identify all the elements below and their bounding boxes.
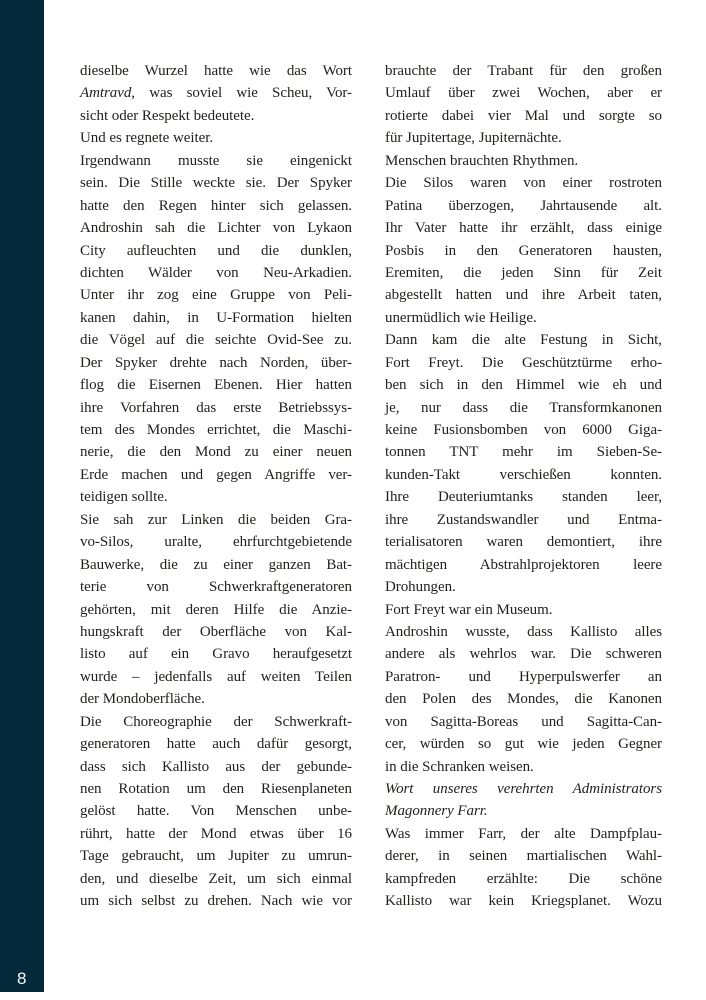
text-line: von Sagitta-Boreas und Sagitta-Can-	[385, 713, 662, 730]
text-line: je, nur dass die Transformkanonen	[385, 399, 662, 416]
text-line: Eremiten, die jeden Sinn für Zeit	[385, 264, 662, 281]
text-line: Menschen brauchten Rhythmen.	[385, 152, 579, 169]
text-line: mächtigen Abstrahlprojektoren leere	[385, 556, 662, 573]
text-line: die Vögel auf die seichte Ovid-See zu.	[80, 332, 352, 349]
text-line: Tage gebraucht, um Jupiter zu umrun-	[80, 848, 352, 865]
text-line: Kallisto war kein Kriegsplanet. Wozu	[385, 893, 662, 910]
page-number: 8	[17, 969, 27, 988]
text-line: dass sich Kallisto aus der gebunde-	[80, 758, 352, 775]
text-line: um sich selbst zu drehen. Nach wie vor	[80, 893, 352, 910]
text-line: Patina überzogen, Jahrtausende alt.	[385, 197, 662, 214]
text-line: Amtravd, was soviel wie Scheu, Vor-	[80, 85, 352, 102]
text-line: Dann kam die alte Festung in Sicht,	[385, 332, 662, 349]
text-line: Posbis in den Generatoren hausten,	[385, 242, 662, 259]
text-line: kanen dahin, in U-Formation hielten	[80, 309, 352, 326]
text-line: Fort Freyt war ein Museum.	[385, 601, 553, 618]
text-line: tonnen TNT mehr im Sieben-Se-	[385, 444, 662, 461]
text-line: wurde – jedenfalls auf weiten Teilen	[80, 668, 352, 685]
text-line: sicht oder Respekt bedeutete.	[80, 107, 255, 124]
text-line: Der Spyker drehte nach Norden, über-	[80, 354, 352, 371]
text-line: unermüdlich wie Heilige.	[385, 309, 537, 326]
text-line: sein. Die Stille weckte sie. Der Spyker	[80, 175, 352, 192]
text-line: gelöst hatte. Von Menschen unbe-	[80, 803, 352, 820]
text-line: dieselbe Wurzel hatte wie das Wort	[80, 63, 352, 79]
text-line: generatoren hatte auch dafür gesorgt,	[80, 736, 352, 753]
text-line: hatte den Regen hinter sich gelassen.	[80, 197, 352, 214]
text-line: rotierte dabei vier Mal und sorgte so	[385, 107, 662, 124]
text-line: terie von Schwerkraftgeneratoren	[80, 579, 352, 596]
text-line: City aufleuchten und die dunklen,	[80, 242, 352, 259]
text-line: teidigen sollte.	[80, 489, 168, 506]
text-line: nen Rotation um den Riesenplaneten	[80, 781, 352, 797]
text-line: Fort Freyt. Die Geschütztürme erho-	[385, 354, 662, 371]
text-line: ihre Zustandswandler und Entma-	[385, 511, 662, 528]
text-line: in die Schranken weisen.	[385, 758, 534, 775]
text-line: brauchte der Trabant für den großen	[385, 63, 662, 79]
text-line: terialisatoren waren demontiert, ihre	[385, 534, 662, 551]
page-edge-band	[0, 0, 44, 992]
text-line: Erde machen und gegen Angriffe ver-	[80, 466, 352, 483]
text-line: Umlauf über zwei Wochen, aber er	[385, 85, 662, 102]
text-line: Irgendwann musste sie eingenickt	[80, 152, 352, 169]
text-line: Bauwerke, die zu einer ganzen Bat-	[80, 556, 352, 573]
text-line: Wort unseres verehrten Administrators	[385, 781, 662, 797]
text-line: Sie sah zur Linken die beiden Gra-	[80, 511, 352, 528]
text-line: ben sich in den Himmel wie eh und	[385, 377, 662, 394]
text-line: Drohungen.	[385, 579, 456, 596]
text-line: rührt, hatte der Mond etwas über 16	[80, 825, 352, 842]
text-line: dichten Wälder von Neu-Arkadien.	[80, 264, 352, 281]
text-line: abgestellt hatten und ihre Arbeit taten,	[385, 287, 662, 304]
text-column-right	[385, 60, 662, 913]
text-line: für Jupitertage, Jupiternächte.	[385, 130, 562, 147]
text-line: den, und dieselbe Zeit, um sich einmal	[80, 870, 352, 887]
text-line: Die Choreographie der Schwerkraft-	[80, 713, 352, 730]
text-line: flog die Eisernen Ebenen. Hier hatten	[80, 377, 352, 394]
text-line: nerie, die den Mond zu einer neuen	[80, 444, 352, 461]
text-line: Und es regnete weiter.	[80, 130, 214, 147]
text-line: listo auf ein Gravo heraufgesetzt	[80, 646, 352, 663]
text-line: Paratron- und Hyperpulswerfer an	[385, 668, 662, 685]
text-line: kampfreden erzählte: Die schöne	[385, 870, 662, 887]
text-line: Unter ihr zog eine Gruppe von Peli-	[80, 287, 352, 304]
text-line: Was immer Farr, der alte Dampfplau-	[385, 825, 662, 842]
text-line: Magonnery Farr.	[385, 803, 488, 820]
text-line: hungskraft der Oberfläche von Kal-	[80, 623, 352, 640]
text-line: Ihre Deuteriumtanks standen leer,	[385, 489, 662, 506]
text-line: den Polen des Mondes, die Kanonen	[385, 691, 662, 708]
text-line: Androshin wusste, dass Kallisto alles	[385, 623, 662, 640]
text-line: Die Silos waren von einer rostroten	[385, 175, 662, 192]
text-line: Androshin sah die Lichter von Lykaon	[80, 220, 352, 237]
text-line: tem des Mondes errichtet, die Maschi-	[80, 422, 352, 438]
text-line: derer, in seinen martialischen Wahl-	[385, 848, 662, 865]
text-column-left	[80, 60, 352, 913]
text-line: keine Fusionsbomben von 6000 Giga-	[385, 422, 662, 438]
text-line: cer, würden so gut wie jeden Gegner	[385, 736, 662, 753]
text-line: andere als wehrlos war. Die schweren	[385, 646, 662, 663]
text-line: gehörten, mit deren Hilfe die Anzie-	[80, 601, 352, 618]
text-line: kunden-Takt verschießen konnten.	[385, 466, 662, 483]
text-line: Ihr Vater hatte ihr erzählt, dass einige	[385, 220, 662, 237]
text-line: vo-Silos, uralte, ehrfurchtgebietende	[80, 534, 352, 551]
text-line: der Mondoberfläche.	[80, 691, 205, 708]
text-line: ihre Vorfahren das erste Betriebssys-	[80, 399, 352, 416]
